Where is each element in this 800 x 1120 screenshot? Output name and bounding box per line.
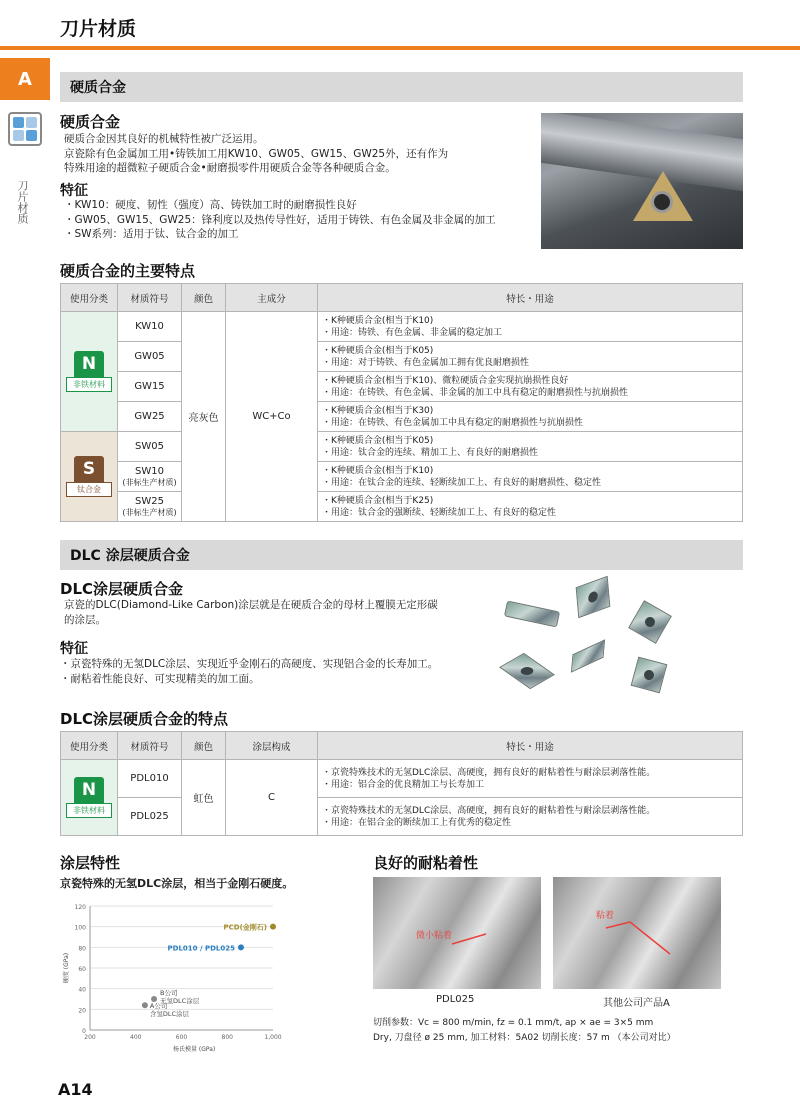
color-cell: 虹色 (182, 760, 226, 836)
table-row: N 非铁材料 KW10 亮灰色 WC+Co ・K种硬质合金(相当于K10) ・用途：铸铁、有色金属、非金属的稳定加工 (61, 312, 743, 342)
table-header-row: 使用分类 材质符号 颜色 主成分 特长・用途 (61, 284, 743, 312)
dlc-feature-title: 特征 (60, 641, 88, 657)
data-label: 含氢DLC涂层 (149, 1010, 190, 1019)
table-row: N 非铁材料 PDL010 虹色 C ・京瓷特殊技术的无氢DLC涂层、高硬度，拥有良好的耐粘着性与耐涂层剥落性能。 ・用途：铝合金的优良精加工与长寿加工 (61, 760, 743, 798)
insert-grade-icon (8, 112, 42, 146)
section-tab-a[interactable]: A (0, 58, 50, 100)
y-tick-label: 80 (78, 945, 86, 953)
adhesion-title: 良好的耐粘着性 (373, 854, 479, 872)
adhesion-mark: 粘着 (596, 911, 615, 921)
section-band-carbide: 硬质合金 (60, 72, 743, 102)
pdl025-caption: PDL025 (436, 994, 475, 1005)
table-header-row: 使用分类 材质符号 颜色 涂层构成 特长・用途 (61, 732, 743, 760)
category-s-cell (61, 432, 118, 522)
y-tick-label: 60 (78, 966, 86, 973)
data-point (270, 924, 276, 930)
competitor-caption: 其他公司产品A (603, 998, 670, 1009)
section-band-dlc: DLC 涂层硬质合金 (60, 540, 743, 570)
carbide-tool-photo (541, 113, 743, 249)
cutting-conditions-line2: Dry, 刀盘径 ø 25 mm, 加工材料：5A02 切削长度：57 m （本公司对比） (373, 1033, 676, 1043)
carbide-title: 硬质合金 (60, 113, 121, 131)
page-number: A14 (58, 1080, 93, 1099)
coating-title: 涂层特性 (60, 854, 121, 872)
table1-title: 硬质合金的主要特点 (60, 262, 196, 280)
hardness-chart-svg (58, 898, 298, 1054)
y-tick-label: 20 (78, 1007, 86, 1015)
carbide-description: 硬质合金因其良好的机械特性被广泛运用。 京瓷除有色金属加工用•铸铁加工用KW10、GW05、GW15、GW25外，还有作为 特殊用途的超微粒子硬质合金•耐磨损零件用硬质合金等各种硬质合金。 (64, 133, 449, 174)
dlc-feature-list: ・京瓷特殊的无氢DLC涂层、实现近乎金刚石的高硬度、实现铝合金的长寿加工。 ・耐粘着性能良好、可实现精美的加工面。 (60, 658, 439, 685)
carbide-feature-list: ・KW10：硬度、韧性（强度）高、铸铁加工时的耐磨损性良好 ・GW05、GW15、GW25：锋利度以及热传导性好，适用于铸铁、有色金属及非金属的加工 ・SW系列：适用于钛、钛合金的加工 (64, 199, 496, 240)
table-row: S 钛合金 SW05 ・K种硬质合金(相当于K05) ・用途：钛合金的连续、精加工上、有良好的耐磨损性 (61, 432, 743, 462)
data-point (238, 944, 244, 950)
data-label: 无氢DLC涂层 (160, 997, 200, 1005)
y-tick-label: 40 (78, 986, 86, 994)
y-tick-label: 100 (74, 924, 86, 932)
cutting-conditions-line1: 切削参数：Vc = 800 m/min, fz = 0.1 mm/t, ap × ae = 3×5 mm (373, 1018, 654, 1028)
data-label: PCD(金刚石) (223, 923, 267, 932)
minor-adhesion-arrow (450, 930, 490, 950)
y-axis-label: 硬度 (GPa) (63, 952, 70, 984)
dlc-description: 京瓷的DLC(Diamond-Like Carbon)涂层就是在硬质合金的母材上覆膜无定形碳 的涂层。 (64, 599, 438, 626)
table-row: GW05 ・K种硬质合金(相当于K05) ・用途：对于铸铁、有色金属加工拥有优良耐磨损性 (61, 342, 743, 372)
table-row: SW10 (非标生产材质) ・K种硬质合金(相当于K10) ・用途：在钛合金的连续、轻断续加工上、有良好的耐磨损性、稳定性 (61, 462, 743, 492)
dlc-title: DLC涂层硬质合金 (60, 580, 184, 598)
dlc-inserts-photo (500, 574, 740, 699)
x-tick-label: 600 (175, 1034, 188, 1041)
carbide-feature-title: 特征 (60, 183, 88, 199)
table-row: PDL025 ・京瓷特殊技术的无氢DLC涂层、高硬度，拥有良好的耐粘着性与耐涂层剥落性能。 ・用途：在铝合金的断续加工上有优秀的稳定性 (61, 798, 743, 836)
y-tick-label: 0 (82, 1028, 86, 1035)
coating-cell: C (226, 760, 318, 836)
y-tick-label: 120 (74, 904, 86, 911)
component-cell: WC+Co (226, 312, 318, 522)
data-label: B公司 (160, 989, 178, 997)
data-point (142, 1002, 148, 1008)
category-s-badge: S 钛合金 (66, 456, 112, 497)
data-label: PDL010 / PDL025 (167, 944, 235, 953)
adhesion-arrow (600, 918, 680, 968)
dlc-grade-table (60, 731, 743, 836)
table-row: GW25 ・K种硬质合金(相当于K30) ・用途：在铸铁、有色金属加工中具有稳定的耐磨损性与抗崩损性 (61, 402, 743, 432)
hardness-chart (58, 898, 298, 1054)
data-point (151, 996, 157, 1002)
coating-subtitle: 京瓷特殊的无氢DLC涂层，相当于金刚石硬度。 (60, 877, 294, 890)
table2-title: DLC涂层硬质合金的特点 (60, 710, 229, 728)
side-category-label: 刀片材质 (16, 180, 29, 224)
page-header-title: 刀片材质 (60, 18, 137, 40)
carbide-grade-table (60, 283, 743, 522)
table-row: SW25 (非标生产材质) ・K种硬质合金(相当于K25) ・用途：钛合金的强断续、轻断续加工上、有良好的稳定性 (61, 492, 743, 522)
x-tick-label: 1,000 (264, 1034, 282, 1041)
x-tick-label: 200 (84, 1034, 96, 1041)
x-tick-label: 800 (221, 1034, 233, 1041)
minor-adhesion-mark: 微小粘着 (416, 931, 453, 941)
data-label: A公司 (149, 1002, 168, 1011)
category-n-badge: N 非铁材料 (66, 351, 112, 392)
category-n-badge: N 非铁材料 (66, 777, 112, 818)
header-divider (0, 46, 800, 50)
x-tick-label: 400 (130, 1034, 142, 1041)
category-n-cell (61, 312, 118, 432)
table-row: GW15 ・K种硬质合金(相当于K10)、微粒硬质合金实现抗崩损性良好 ・用途：在铸铁、有色金属、非金属的加工中具有稳定的耐磨损性与抗崩损性 (61, 372, 743, 402)
category-n-cell (61, 760, 118, 836)
color-cell: 亮灰色 (182, 312, 226, 522)
x-axis-label: 杨氏模量 (GPa) (173, 1046, 216, 1053)
